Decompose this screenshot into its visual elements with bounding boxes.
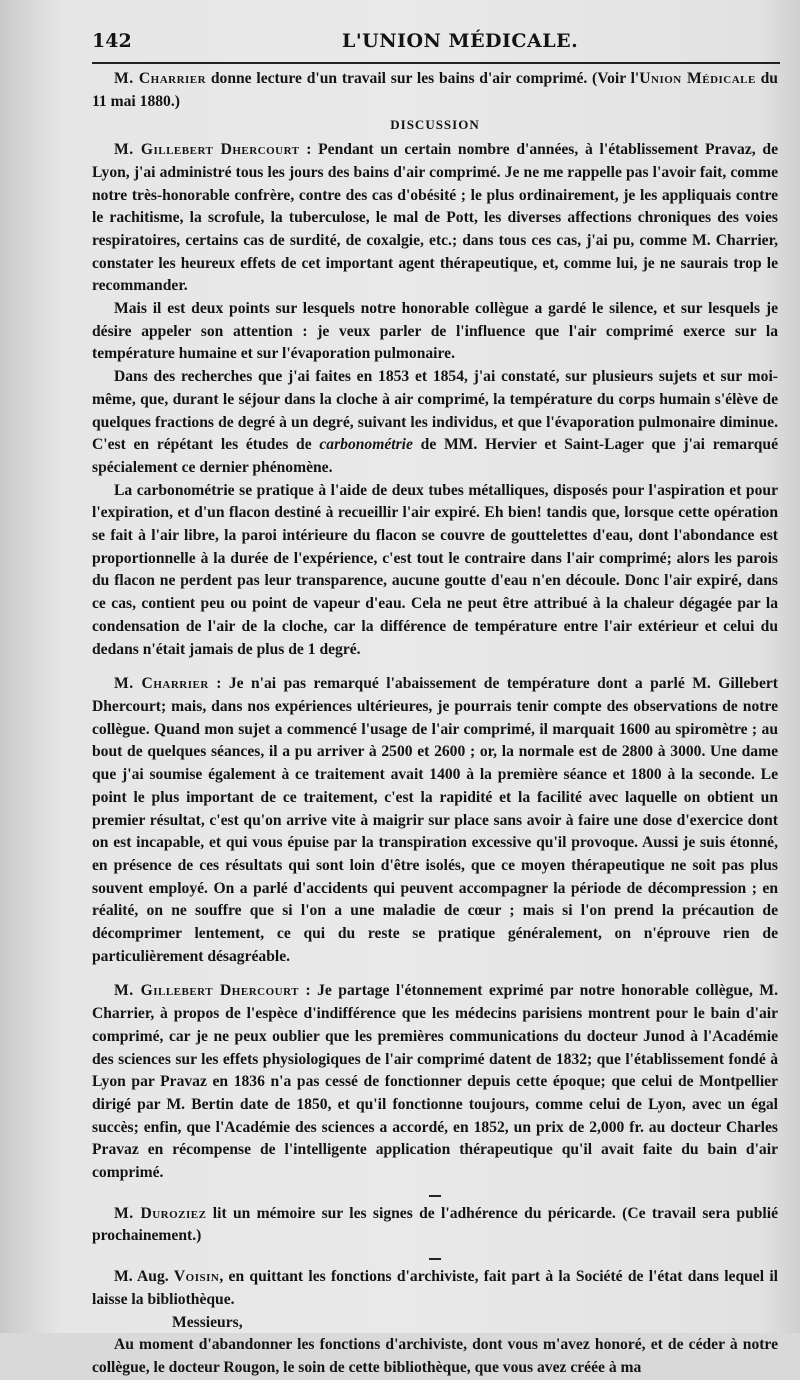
paragraph-duroziez: [92, 1203, 778, 1248]
paragraph-text: du 11 mai 1880.): [92, 70, 778, 110]
section-heading: DISCUSSION: [390, 117, 480, 133]
paragraph-voisin-letter: Au moment d'abandonner les fonctions d'archiviste, dont vous m'avez honoré, et de céder à notre collègue, le docteur Rougon, le soin de cette bibliothèque, que vous avez créée à ma: [92, 1336, 778, 1376]
paragraph-text: donne lecture d'un travail sur les bains d'air comprimé. (Voir l': [206, 70, 640, 87]
paragraph-dhercourt-2: Mais il est deux points sur lesquels notre honorable collègue a gardé le silence, et sur lesquels je désire appeler son attention : je veux parler de l'influence que l'air comprimé exerce sur la température humaine et sur l'évaporation pulmonaire.: [92, 300, 778, 363]
paragraph-text: : Pendant un certain nombre d'années, à l'établissement Pravaz, de Lyon, j'ai administré tous les jours des bains d'air comprimé. Je ne me rappelle pas l'avoir fait, comme notre très-honorable confrère, contre des cas d'obésité ; le plus ordinairement, je les appliquais contre le rachitisme, la scrofule, la tuberculose, le mal de Pott, les diverses affections chroniques des voies respiratoires, certains cas de surdité, de coxalgie, etc.; dans tous ces cas, j'ai pu, comme M. Charrier, constater les heureux effets de cet important agent thérapeutique, et, comme lui, je ne saurais trop le recommander.: [92, 141, 778, 295]
speaker-name: M. Charrier: [114, 70, 207, 87]
page-number: 142: [92, 30, 132, 52]
journal-name: Union Médicale: [639, 70, 756, 87]
speaker-name: M. Duroziez: [114, 1204, 207, 1222]
section-divider: [429, 1258, 441, 1260]
speaker-name: M. Gillebert Dhercourt: [114, 982, 299, 1000]
italic-term: carbonométrie: [319, 436, 413, 454]
header-rule: [92, 62, 780, 64]
speaker-name: Voisin: [173, 1268, 220, 1286]
page-header: [92, 30, 772, 60]
paragraph-text: Dans des recherches que j'ai faites en 1853 et 1854, j'ai constaté, sur plusieurs sujets et sur moi-même, que, durant le séjour dans la cloche à air comprimé, la température du corps humain s'élève de quelques fractions de degré à un degré, suivant les individus, et que l'évaporation pulmonaire diminue. C'est en répétant les études de: [92, 368, 778, 454]
paragraph-dhercourt-4: La carbonométrie se pratique à l'aide de deux tubes métalliques, disposés pour l'aspiration et pour l'expiration, et d'un flacon destiné à recueillir l'air expiré. Eh bien! tandis que, lorsque cette opération se fait à l'air libre, la paroi intérieure du flacon se couvre de gouttelettes d'eau, dont l'abondance est proportionnelle à la durée de l'expérience, c'est tout le contraire dans l'air comprimé; alors les parois du flacon ne perdent pas leur transparence, aucune goutte d'eau n'en découle. Donc l'air expiré, dans ce cas, contient peu ou point de vapeur d'eau. Cela ne peut être attribué à la chaleur dégagée par la condensation de l'air de la cloche, car la différence de température entre l'air extérieur et celui du dedans n'était jamais de plus de 1 degré.: [92, 481, 778, 658]
speaker-name: M. Gillebert Dhercourt: [114, 141, 300, 159]
paragraph-text: lit un mémoire sur les signes de l'adhérence du péricarde. (Ce travail sera publié prochainement.): [92, 1204, 779, 1245]
paragraph-text: de MM. Hervier et Saint-Lager que j'ai remarqué spécialement ce dernier phénomène.: [92, 436, 778, 476]
paragraph-text: , en quittant les fonctions d'archiviste, fait part à la Société de l'état dans lequel il laisse la bibliothèque.: [92, 1268, 778, 1308]
speaker-name: M. Charrier: [114, 675, 209, 693]
paragraph-voisin: [92, 1266, 778, 1311]
paragraph-dhercourt-3: [92, 366, 778, 480]
paragraph-text: : Je n'ai pas remarqué l'abaissement de température dont a parlé M. Gillebert Dhercourt; mais, dans nos expériences ultérieures, je pourrais tenir compte des observations de notre collègue. Quand mon sujet a commencé l'usage de l'air comprimé, il marquait 1600 au spiromètre ; au bout de quelques séances, il a pu arriver à 2500 et 2600 ; or, la normale est de 2800 à 3000. Une dame que j'ai soumise également à ce traitement avait 1400 à la première séance et 1800 à la seconde. Le point le plus important de ce traitement, c'est la rapidité et la facilité avec laquelle on obtient un premier résultat, c'est qu'on arrive vite à maigrir sur place sans avoir à faire une dose d'exercice dont on est incapable, et qui vous épuise par la transpiration excessive qu'il provoque. Aussi je suis étonné, en présence de ces résultats qui sont loin d'être isolés, que ce moyen thérapeutique ne soit pas plus souvent employé. On a parlé d'accidents qui peuvent accompagner la période de décompression ; en réalité, on ne souffre que si l'on a une maladie de cœur ; mais si l'on prend la précaution de décomprimer lentement, ce qui du reste se pratique généralement, on n'éprouve rien de particulièrement désagréable.: [92, 675, 779, 965]
salutation: Messieurs,: [172, 1313, 243, 1331]
paragraph-dhercourt-1: [92, 139, 778, 298]
paragraph-dhercourt-reply: [92, 980, 778, 1184]
paragraph-text: : Je partage l'étonnement exprimé par notre honorable collègue, M. Charrier, à propos de l'espèce d'indifférence que les médecins parisiens montrent pour le bain d'air comprimé, car je ne peux oublier que les premières communications du docteur Junod à l'Académie des sciences sur les effets physiologiques de l'air comprimé datent de 1832; que l'établissement fondé à Lyon par Pravaz en 1836 n'a pas cessé de fonctionner depuis cette époque; que celui de Montpellier dirigé par M. Bertin date de 1850, et qu'il fonctionne toujours, comme celui de Lyon, avec un égal succès; enfin, que l'Académie des sciences a accordé, en 1852, un prix de 2,000 fr. au docteur Charles Pravaz en récompense de l'intelligente application thérapeutique qu'il avait faite du bain d'air comprimé.: [92, 982, 778, 1182]
paragraph-charrier-reply: [92, 673, 778, 968]
speaker-prefix: M. Aug.: [114, 1268, 174, 1286]
paragraph-charrier-reading: [92, 68, 778, 113]
article-body: [92, 68, 778, 1380]
section-divider: [429, 1195, 441, 1197]
running-title: L'UNION MÉDICALE.: [342, 30, 579, 52]
